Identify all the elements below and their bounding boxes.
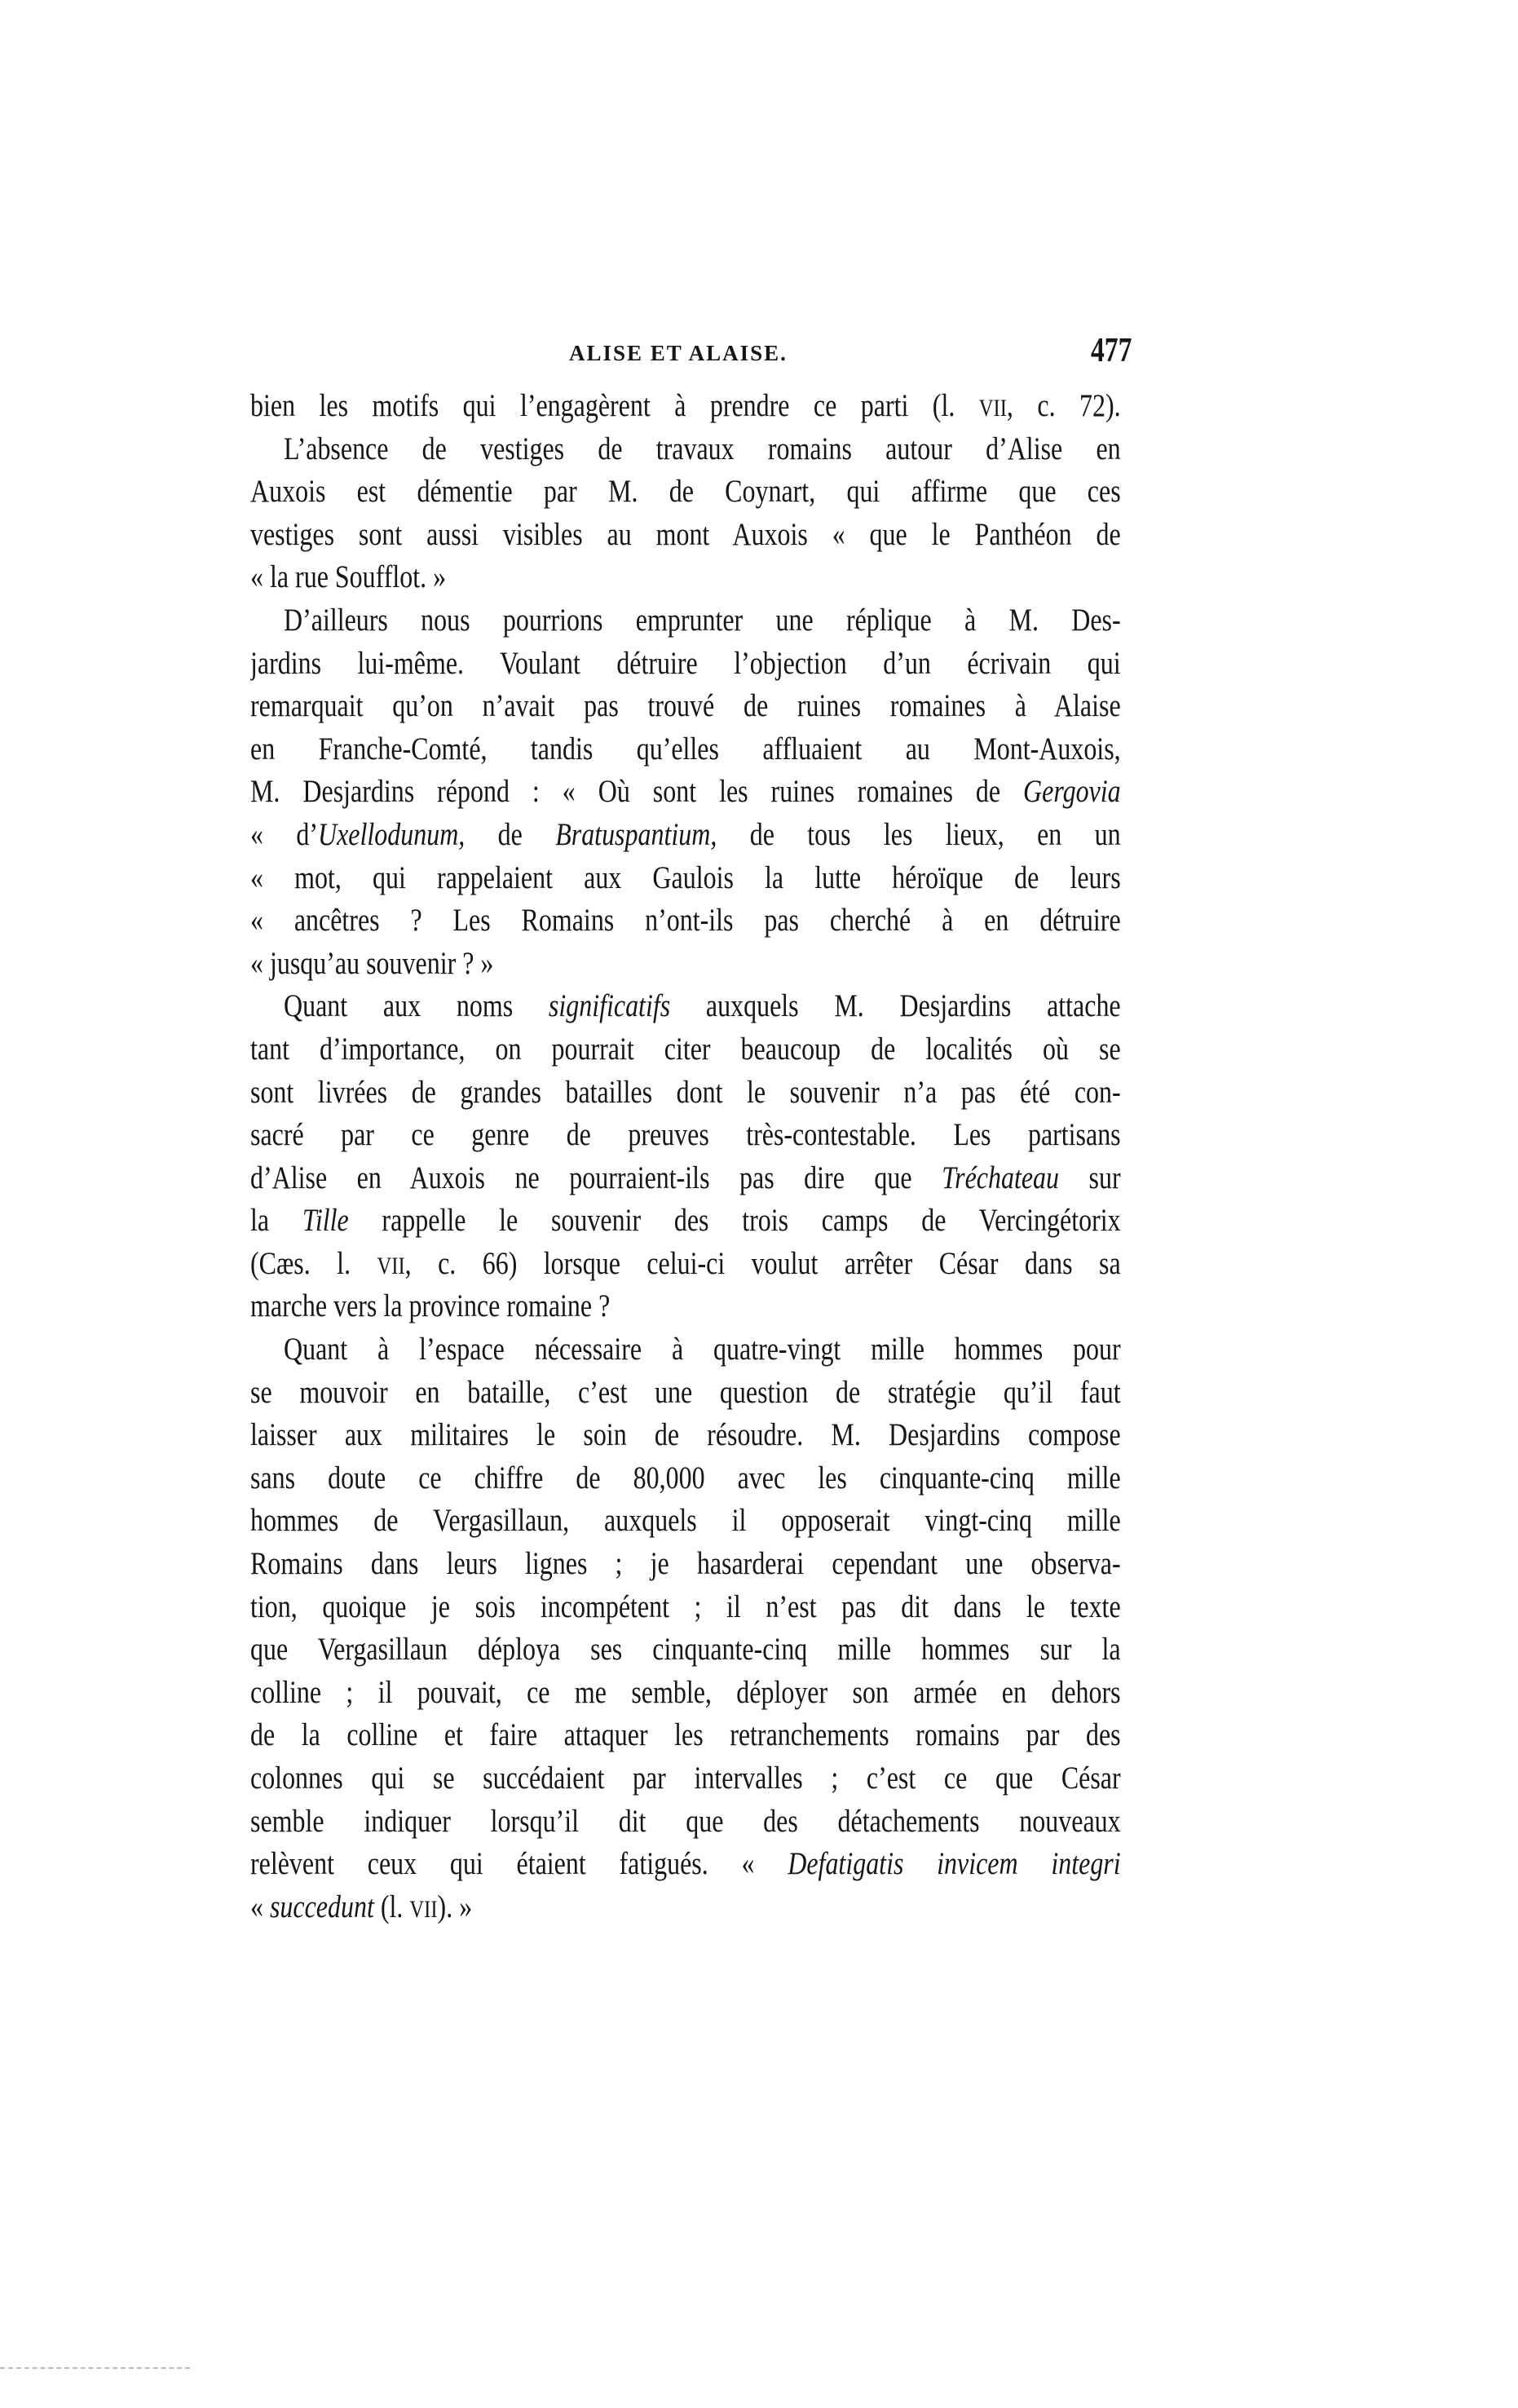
text-line-content [250, 643, 1121, 686]
italic-text: succedunt [269, 1889, 374, 1924]
text-run: (Cæs. l. [250, 1245, 377, 1281]
text-run: colline ; il pouvait, ce me semble, déployer son armée en dehors [250, 1674, 1121, 1710]
text-run: « [250, 1889, 270, 1924]
text-line [250, 899, 1121, 943]
text-line-content [250, 1114, 1121, 1157]
text-line-content [250, 1886, 1121, 1929]
text-run: « la rue Soufflot. » [250, 559, 447, 595]
text-line [250, 1414, 1121, 1457]
page-number: 477 [1091, 332, 1132, 369]
text-line-content [250, 471, 1121, 514]
text-line [250, 1457, 1121, 1500]
text-line [250, 471, 1121, 514]
small-caps-text: VII [377, 1252, 405, 1279]
text-line [250, 1243, 1121, 1286]
text-line [250, 814, 1121, 857]
text-run: M. Desjardins répond : « Où sont les ruines romaines de [250, 774, 1024, 810]
text-line-content [250, 728, 1121, 771]
text-run: hommes de Vergasillaun, auxquels il opposerait vingt-cinq mille [250, 1503, 1121, 1539]
text-run: tant d’importance, on pourrait citer beaucoup de localités où se [250, 1031, 1121, 1067]
text-line [250, 1328, 1121, 1372]
text-run: la [250, 1203, 302, 1239]
text-run: bien les motifs qui l’engagèrent à prendre ce parti (l. [250, 388, 979, 423]
text-line-content [250, 857, 1121, 900]
text-run: D’ailleurs nous pourrions emprunter une réplique à M. Des- [284, 602, 1121, 638]
text-run: que Vergasillaun déploya ses cinquante-cinq mille hommes sur la [250, 1632, 1121, 1668]
text-line-content [250, 514, 1121, 557]
text-line [250, 1628, 1121, 1672]
text-line [250, 385, 1121, 428]
scan-edge-rule [0, 2367, 190, 2369]
text-line [250, 771, 1121, 814]
text-run: ). » [437, 1889, 473, 1924]
text-run: , c. 66) lorsque celui-ci voulut arrêter César dans sa [404, 1245, 1121, 1281]
text-line [250, 1672, 1121, 1715]
text-line [250, 1114, 1121, 1157]
text-run: semble indiquer lorsqu’il dit que des détachements nouveaux [250, 1803, 1121, 1839]
italic-text: Gergovia [1023, 774, 1121, 810]
text-line [250, 943, 1121, 986]
text-line [250, 985, 1121, 1028]
small-caps-text: VII [978, 395, 1007, 422]
text-run: colonnes qui se succédaient par intervalles ; c’est ce que César [250, 1761, 1121, 1796]
text-line-content [250, 1757, 1121, 1800]
text-line [250, 1543, 1121, 1586]
text-line [250, 1886, 1121, 1929]
text-run: sans doute ce chiffre de 80,000 avec les cinquante-cinq mille [250, 1460, 1121, 1496]
italic-text: significatifs [548, 988, 671, 1024]
text-run: L’absence de vestiges de travaux romains autour d’Alise en [284, 431, 1121, 466]
text-run: de tous les lieux, en un [717, 816, 1121, 852]
text-line-content [250, 685, 1121, 728]
text-line-content [250, 1843, 1121, 1886]
text-line [250, 1157, 1121, 1200]
text-run: Auxois est démentie par M. de Coynart, qui affirme que ces [250, 474, 1121, 510]
text-line [250, 1372, 1121, 1415]
text-line-content [250, 385, 1121, 428]
text-run: d’Alise en Auxois ne pourraient-ils pas dire que [250, 1160, 942, 1195]
body-text [250, 385, 1121, 1929]
text-run: (l. [373, 1889, 410, 1924]
text-line-content [250, 428, 1121, 471]
text-line-content [250, 1628, 1121, 1672]
text-line [250, 1200, 1121, 1243]
text-line [250, 1071, 1121, 1115]
small-caps-text: VII [409, 1895, 438, 1923]
text-line-content [250, 1243, 1121, 1286]
text-line [250, 1757, 1121, 1800]
text-line-content [250, 1372, 1121, 1415]
text-line [250, 857, 1121, 900]
text-run: se mouvoir en bataille, c’est une question de stratégie qu’il faut [250, 1374, 1121, 1410]
text-line [250, 1714, 1121, 1757]
text-run: laisser aux militaires le soin de résoudre. M. Desjardins compose [250, 1417, 1121, 1453]
text-line-content [250, 1414, 1121, 1457]
text-line [250, 1800, 1121, 1844]
text-line-content [250, 1285, 1121, 1328]
italic-text: Uxellodunum, [317, 816, 466, 852]
text-line-content [250, 771, 1121, 814]
text-run: « ancêtres ? Les Romains n’ont-ils pas cherché à en détruire [250, 903, 1121, 939]
text-line-content [250, 1457, 1121, 1500]
text-line-content [250, 1714, 1121, 1757]
text-run: Quant à l’espace nécessaire à quatre-vingt mille hommes pour [284, 1332, 1121, 1367]
running-title: ALISE ET ALAISE. [569, 341, 788, 365]
italic-text: Bratuspantium, [555, 816, 717, 852]
text-line [250, 1843, 1121, 1886]
text-run: sacré par ce genre de preuves très-contestable. Les partisans [250, 1117, 1121, 1153]
text-line-content [250, 1200, 1121, 1243]
text-run: relèvent ceux qui étaient fatigués. « [250, 1846, 788, 1882]
text-run: de la colline et faire attaquer les retranchements romains par des [250, 1717, 1121, 1753]
text-run: sur [1059, 1160, 1121, 1195]
italic-text: Tille [302, 1203, 349, 1239]
text-line-content [250, 1500, 1121, 1543]
text-run: sont livrées de grandes batailles dont le souvenir n’a pas été con- [250, 1074, 1121, 1110]
text-run: « d’ [250, 816, 318, 852]
text-line [250, 1285, 1121, 1328]
running-head [0, 334, 1518, 375]
text-run: remarquait qu’on n’avait pas trouvé de ruines romaines à Alaise [250, 688, 1121, 724]
text-line [250, 1586, 1121, 1629]
text-line-content [250, 1672, 1121, 1715]
italic-text: Defatigatis invicem integri [788, 1846, 1121, 1882]
text-run: auxquels M. Desjardins attache [670, 988, 1121, 1024]
text-run: rappelle le souvenir des trois camps de Vercingétorix [348, 1203, 1121, 1239]
text-line-content [250, 556, 1121, 599]
text-line-content [250, 985, 1121, 1028]
text-run: de [465, 816, 556, 852]
text-line-content [250, 1157, 1121, 1200]
text-line-content [250, 1800, 1121, 1844]
text-line-content [250, 1586, 1121, 1629]
text-run: marche vers la province romaine ? [250, 1288, 611, 1324]
text-run: jardins lui-même. Voulant détruire l’objection d’un écrivain qui [250, 645, 1121, 681]
italic-text: Tréchateau [942, 1160, 1060, 1195]
text-line-content [250, 1028, 1121, 1071]
text-run: tion, quoique je sois incompétent ; il n’est pas dit dans le texte [250, 1588, 1121, 1624]
text-run: en Franche-Comté, tandis qu’elles affluaient au Mont-Auxois, [250, 731, 1121, 767]
text-line-content [250, 599, 1121, 643]
text-run: , c. 72). [1006, 388, 1121, 423]
text-run: Romains dans leurs lignes ; je hasarderai cependant une observa- [250, 1546, 1121, 1582]
text-run: vestiges sont aussi visibles au mont Auxois « que le Panthéon de [250, 516, 1121, 552]
text-line [250, 556, 1121, 599]
text-line-content [250, 814, 1121, 857]
text-line [250, 428, 1121, 471]
text-line [250, 514, 1121, 557]
text-run: « mot, qui rappelaient aux Gaulois la lutte héroïque de leurs [250, 859, 1121, 895]
text-line [250, 599, 1121, 643]
text-run: Quant aux noms [284, 988, 549, 1024]
text-line [250, 685, 1121, 728]
text-line [250, 728, 1121, 771]
text-line-content [250, 943, 1121, 986]
text-line-content [250, 899, 1121, 943]
text-line [250, 1028, 1121, 1071]
text-line-content [250, 1543, 1121, 1586]
text-run: « jusqu’au souvenir ? » [250, 945, 494, 981]
text-line-content [250, 1328, 1121, 1372]
text-line [250, 1500, 1121, 1543]
text-line-content [250, 1071, 1121, 1115]
text-line [250, 643, 1121, 686]
